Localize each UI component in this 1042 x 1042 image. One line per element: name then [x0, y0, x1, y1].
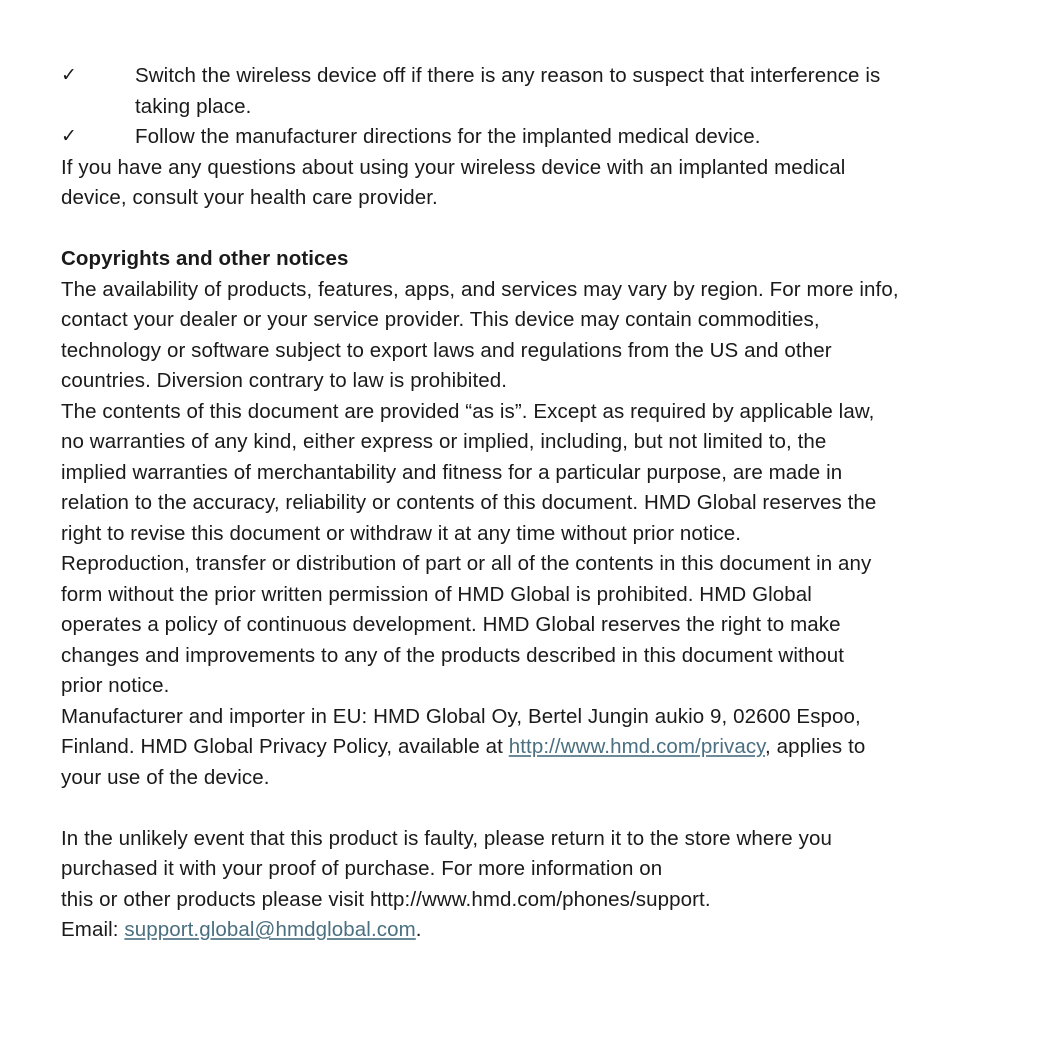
text-line: prior notice. [61, 674, 170, 697]
text-line: your use of the device. [61, 765, 270, 789]
text-line: In the unlikely event that this product is faulty, please return it to the store where you [61, 826, 832, 850]
text-line: Manufacturer and importer in EU: HMD Global Oy, Bertel Jungin aukio 9, 02600 Espoo, [61, 704, 861, 728]
checkmark-icon: ✓ [61, 126, 78, 147]
bullet-item [61, 61, 1001, 122]
email-line [61, 915, 1001, 946]
bullet-text-line: Follow the manufacturer directions for the implanted medical device. [135, 125, 761, 148]
availability-paragraph [61, 275, 1001, 397]
section-heading: Copyrights and other notices [61, 247, 349, 270]
text-line: implied warranties of merchantability and fitness for a particular purpose, are made in [61, 460, 843, 484]
text-line: If you have any questions about using your wireless device with an implanted medical [61, 155, 846, 179]
text-line: purchased it with your proof of purchase. For more information on [61, 857, 663, 880]
text-line: device, consult your health care provider. [61, 186, 438, 209]
text-line: this or other products please visit http://www.hmd.com/phones/support. [61, 887, 711, 911]
reproduction-paragraph [61, 549, 1001, 702]
text-line: Reproduction, transfer or distribution of part or all of the contents in this document in any [61, 552, 872, 575]
bullet-item [61, 122, 1001, 153]
checkmark-icon: ✓ [61, 65, 78, 86]
text-segment: , applies to [765, 735, 866, 758]
text-line [61, 732, 1001, 763]
spacer [61, 793, 1001, 824]
bullet-text-line: Switch the wireless device off if there is any reason to suspect that interference is [135, 64, 881, 87]
warranty-paragraph [61, 397, 1001, 550]
text-line: changes and improvements to any of the products described in this document without [61, 643, 845, 667]
text-segment: . [415, 918, 422, 941]
privacy-policy-link[interactable]: http://www.hmd.com/privacy [508, 735, 766, 758]
text-line: The availability of products, features, apps, and services may vary by region. For more info, [61, 277, 899, 301]
text-line: form without the prior written permission of HMD Global is prohibited. HMD Global [61, 582, 812, 606]
implant-note [61, 153, 1001, 214]
text-line: The contents of this document are provided “as is”. Except as required by applicable law, [61, 399, 875, 423]
text-line: countries. Diversion contrary to law is prohibited. [61, 369, 508, 392]
copyright-section [61, 244, 1001, 793]
manufacturer-paragraph [61, 702, 1001, 794]
support-section [61, 824, 1001, 946]
support-email-link[interactable]: support.global@hmdglobal.com [124, 918, 416, 941]
text-line: technology or software subject to export laws and regulations from the US and other [61, 338, 832, 362]
text-line: no warranties of any kind, either express or implied, including, but not limited to, the [61, 430, 827, 453]
text-line: contact your dealer or your service provider. This device may contain commodities, [61, 308, 820, 331]
text-line: relation to the accuracy, reliability or contents of this document. HMD Global reserves the [61, 491, 877, 514]
bullet-text-line: taking place. [135, 94, 252, 118]
email-label: Email: [61, 918, 125, 941]
spacer [61, 214, 1001, 245]
document-page [61, 61, 1001, 946]
text-line: right to revise this document or withdraw it at any time without prior notice. [61, 521, 742, 545]
text-segment: Finland. HMD Global Privacy Policy, available at [61, 735, 509, 758]
text-line: operates a policy of continuous development. HMD Global reserves the right to make [61, 613, 841, 636]
